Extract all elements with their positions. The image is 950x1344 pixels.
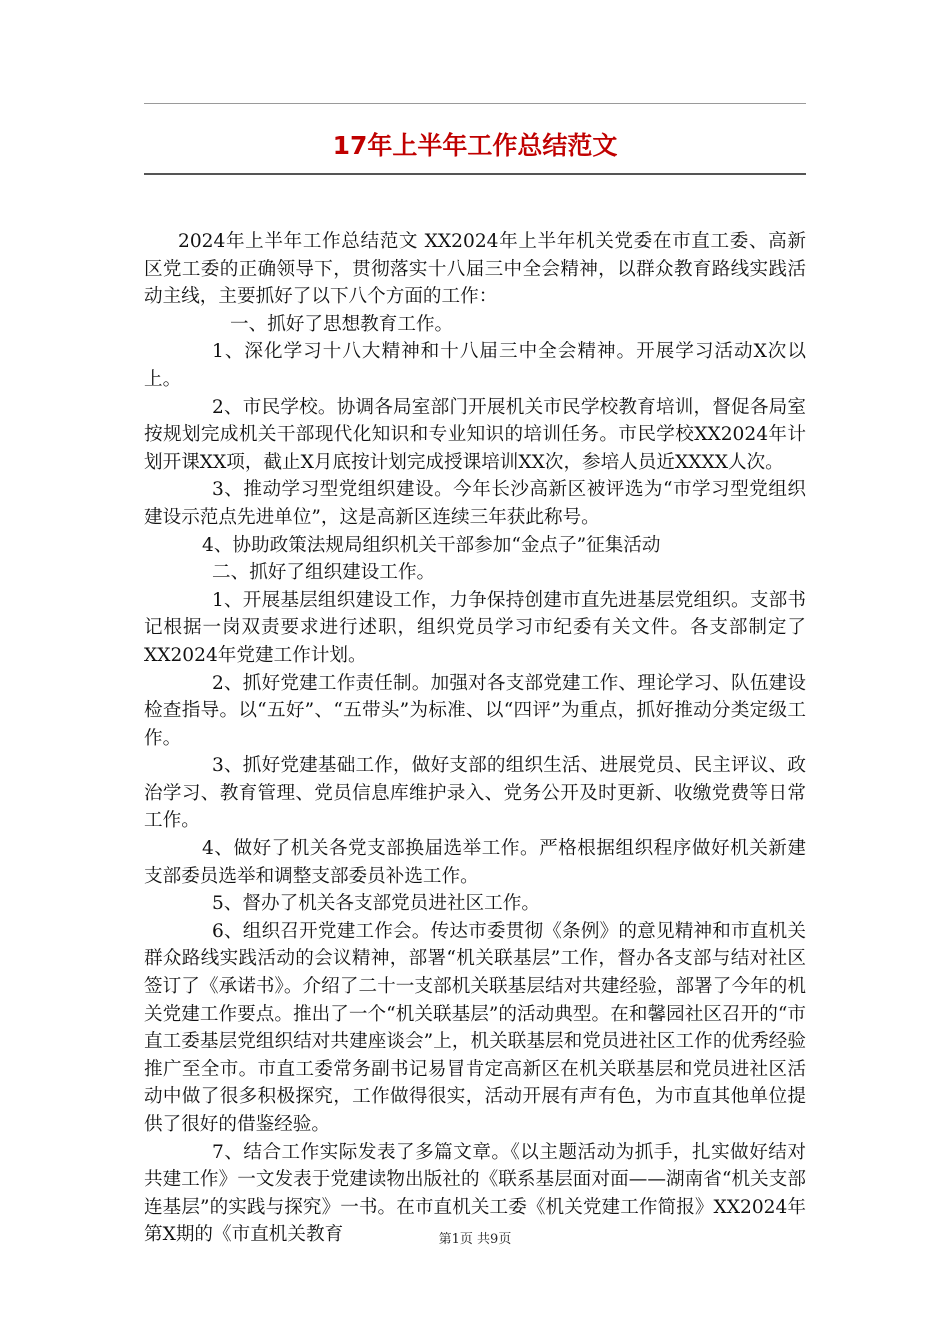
title-underline	[144, 173, 806, 175]
body-paragraph: 2024年上半年工作总结范文 XX2024年上半年机关党委在市直工委、高新区党工委的正确领导下，贯彻落实十八届三中全会精神，以群众教育路线实践活动主线，主要抓好了以下八个方面的工作：	[144, 231, 806, 308]
body-paragraph: 4、协助政策法规局组织机关干部参加“金点子”征集活动	[202, 534, 661, 556]
section-heading: 二、抓好了组织建设工作。	[212, 562, 436, 584]
body-paragraph: 7、结合工作实际发表了多篇文章。《以主题活动为抓手，扎实做好结对共建工作》一文发表于党建读物出版社的《联系基层面对面——湖南省“机关支部连基层”的实践与探究》一书。在市直机关工委《机关党建工作简报》XX2024年第X期的《市直机关教育	[144, 1141, 806, 1246]
body-paragraph: 3、抓好党建基础工作，做好支部的组织生活、进展党员、民主评议、政治学习、教育管理、党员信息库维护录入、党务公开及时更新、收缴党费等日常工作。	[144, 755, 806, 832]
body-paragraph: 2、市民学校。协调各局室部门开展机关市民学校教育培训，督促各局室按规划完成机关干部现代化知识和专业知识的培训任务。市民学校XX2024年计划开课XX项，截止X月底按计划完成授课培训XX次，参培人员近XXXX人次。	[144, 396, 806, 473]
header-rule	[144, 103, 806, 104]
document-body	[144, 228, 806, 1249]
body-paragraph: 4、做好了机关各党支部换届选举工作。严格根据组织程序做好机关新建支部委员选举和调整支部委员补选工作。	[144, 838, 806, 887]
body-paragraph: 3、推动学习型党组织建设。今年长沙高新区被评选为“市学习型党组织建设示范点先进单位”，这是高新区连续三年获此称号。	[144, 479, 806, 528]
body-paragraph: 1、开展基层组织建设工作，力争保持创建市直先进基层党组织。支部书记根据一岗双责要求进行述职，组织党员学习市纪委有关文件。各支部制定了XX2024年党建工作计划。	[144, 589, 806, 666]
page-number: 第1页 共9页	[438, 1232, 512, 1247]
body-paragraph: 2、抓好党建工作责任制。加强对各支部党建工作、理论学习、队伍建设检查指导。以“五好”、“五带头”为标准、以“四评”为重点，抓好推动分类定级工作。	[144, 672, 806, 749]
section-heading: 一、抓好了思想教育工作。	[230, 313, 454, 335]
body-paragraph: 1、深化学习十八大精神和十八届三中全会精神。开展学习活动X次以上。	[144, 341, 806, 390]
document-title: 17年上半年工作总结范文	[332, 131, 618, 160]
body-paragraph: 6、组织召开党建工作会。传达市委贯彻《条例》的意见精神和市直机关群众路线实践活动的会议精神，部署“机关联基层”工作，督办各支部与结对社区签订了《承诺书》。介绍了二十一支部机关联基层结对共建经验，部署了今年的机关党建工作要点。推出了一个“机关联基层”的活动典型。在和馨园社区召开的“市直工委基层党组织结对共建座谈会”上，机关联基层和党员进社区工作的优秀经验推广至全市。市直工委常务副书记易冒肯定高新区在机关联基层和党员进社区活动中做了很多积极探究，工作做得很实，活动开展有声有色，为市直其他单位提供了很好的借鉴经验。	[144, 920, 806, 1135]
body-paragraph: 5、督办了机关各支部党员进社区工作。	[212, 893, 540, 915]
